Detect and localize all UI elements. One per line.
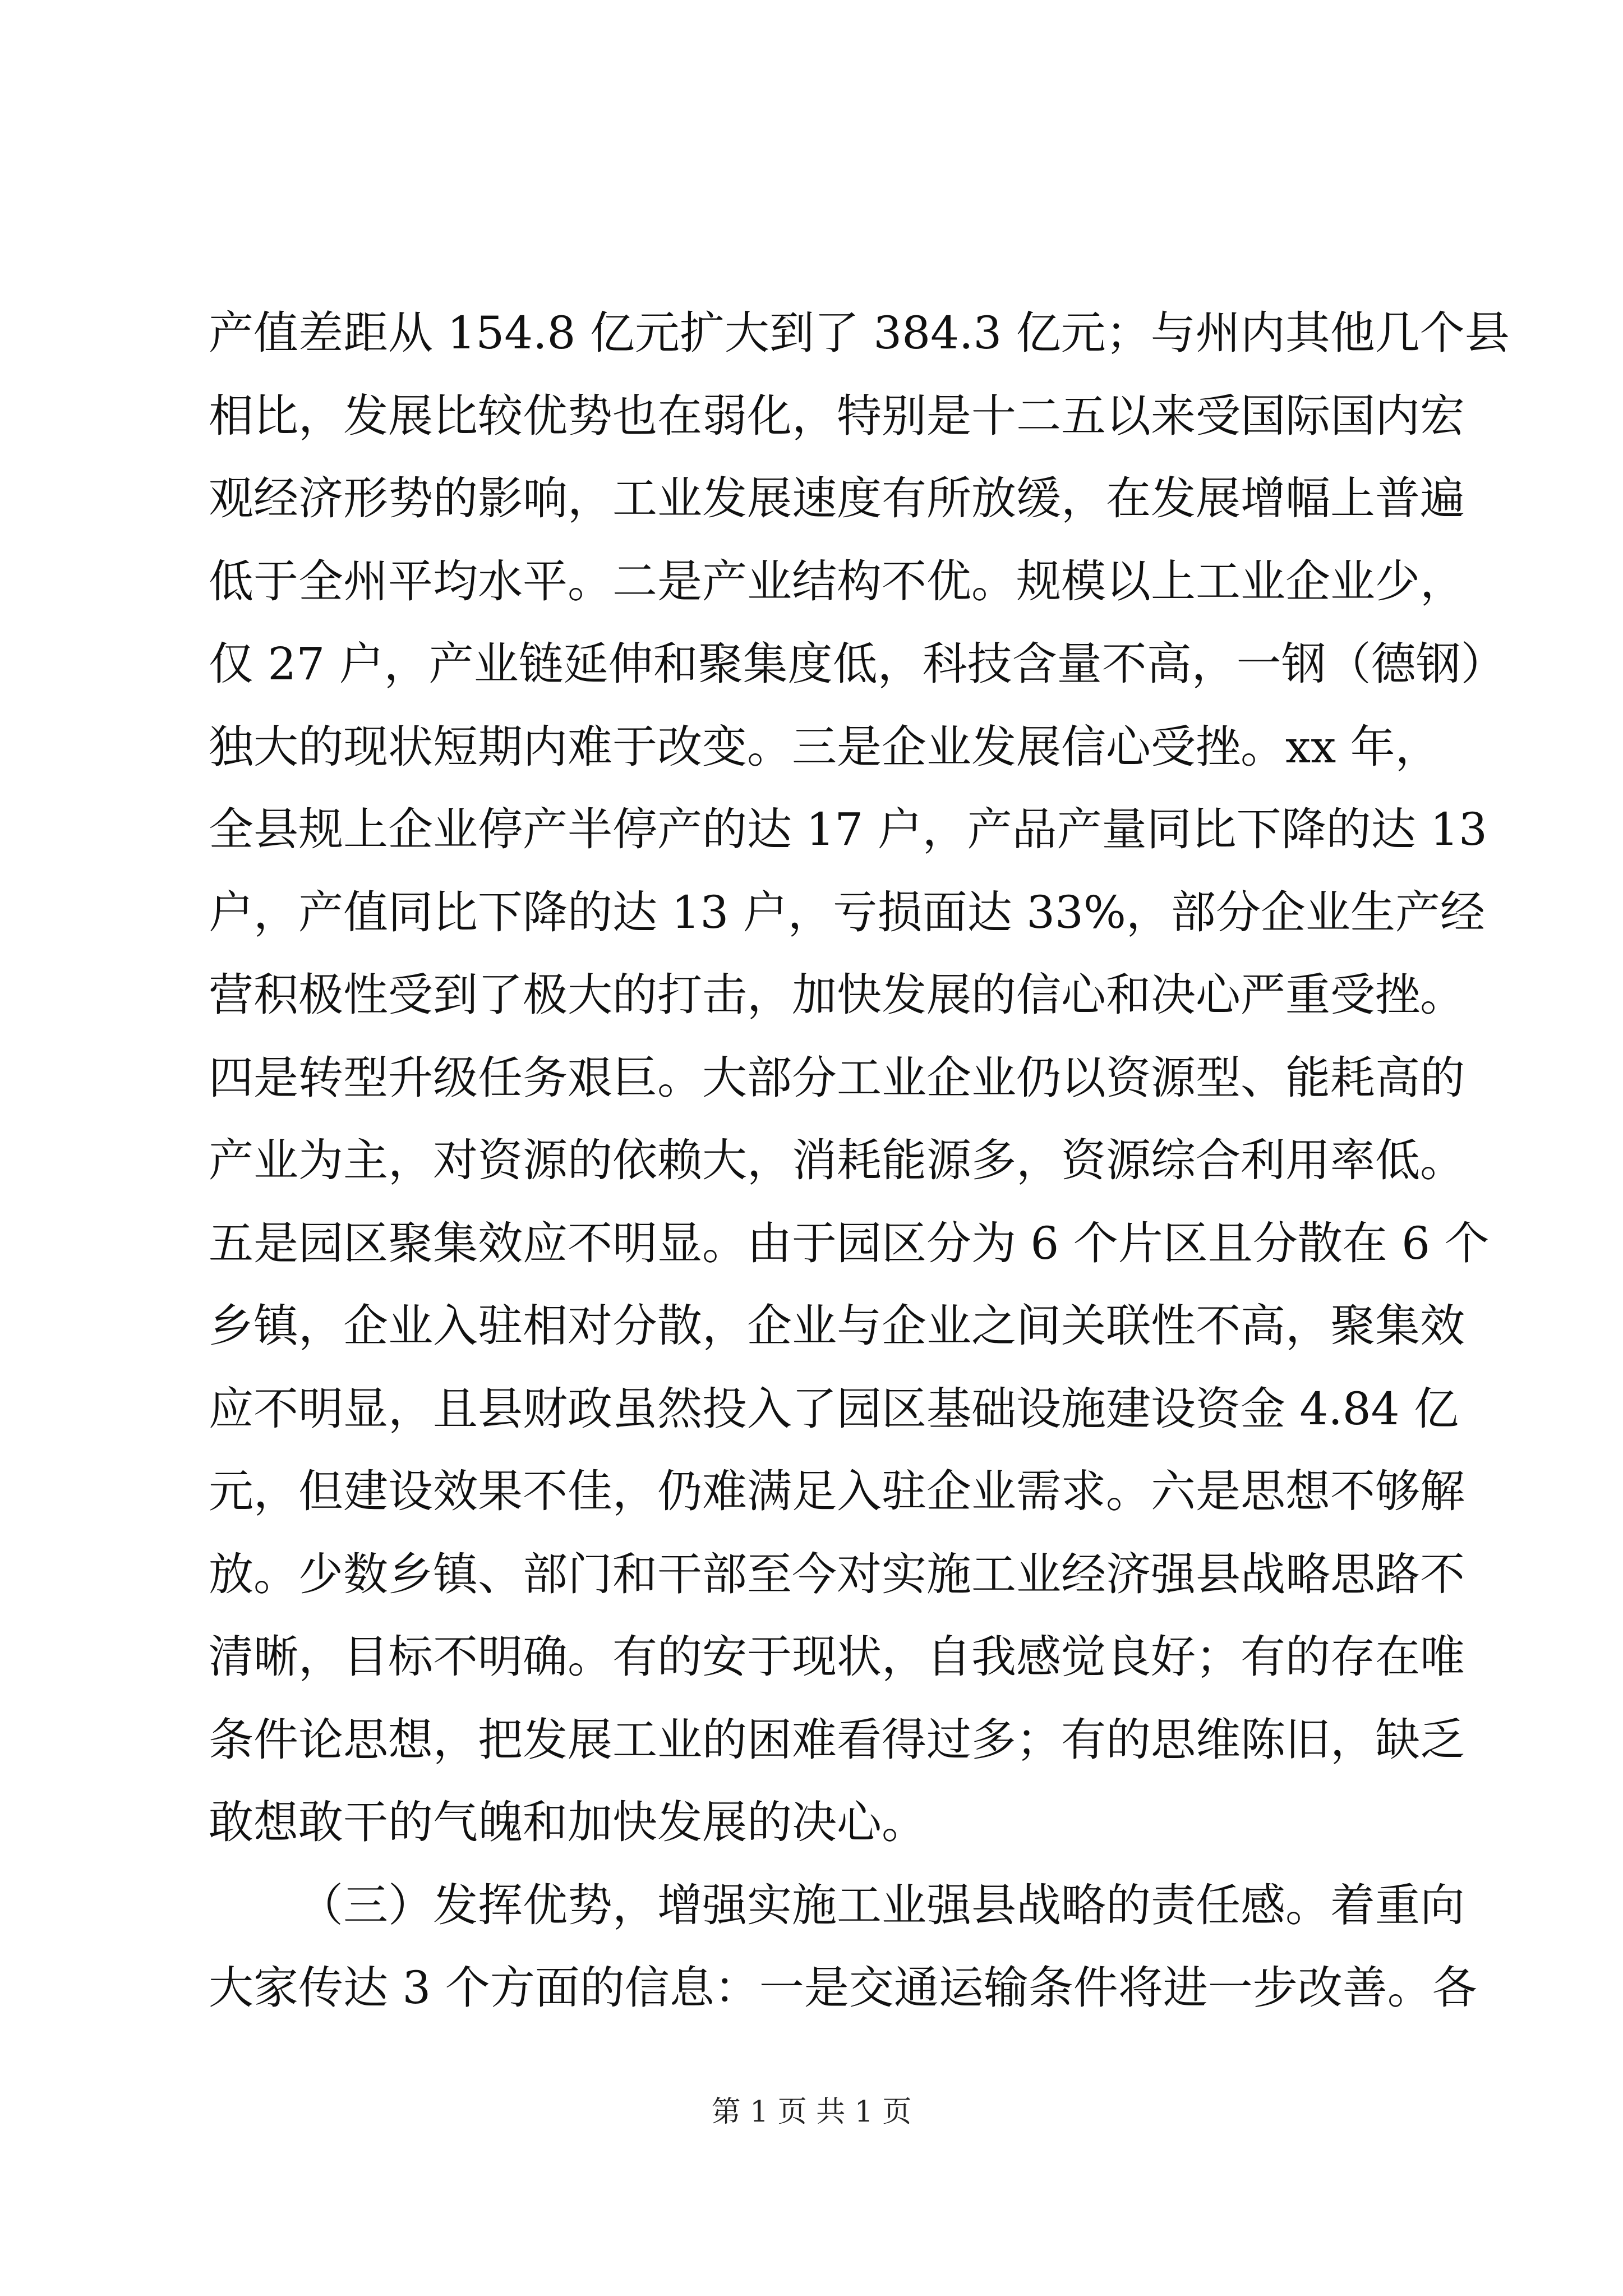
text-line: 观经济形势的影响，工业发展速度有所放缓，在发展增幅上普遍: [209, 472, 1465, 524]
text-line: 敢想敢干的气魄和加快发展的决心。: [209, 1796, 926, 1848]
text-line: 全县规上企业停产半停产的达 17 户，产品产量同比下降的达 13: [209, 803, 1487, 855]
text-line: 产值差距从 154.8 亿元扩大到了 384.3 亿元；与州内其他几个县: [209, 307, 1510, 359]
text-line: 四是转型升级任务艰巨。大部分工业企业仍以资源型、能耗高的: [209, 1051, 1465, 1104]
text-line: 独大的现状短期内难于改变。三是企业发展信心受挫。xx 年，: [209, 720, 1440, 773]
text-line: 相比，发展比较优势也在弱化，特别是十二五以来受国际国内宏: [209, 389, 1465, 442]
text-line: 条件论思想，把发展工业的困难看得过多；有的思维陈旧，缺乏: [209, 1713, 1465, 1766]
page-footer: [0, 2092, 1623, 2132]
text-line: 户，产值同比下降的达 13 户，亏损面达 33%，部分企业生产经: [209, 886, 1485, 938]
text-line: 乡镇，企业入驻相对分散，企业与企业之间关联性不高，聚集效: [209, 1300, 1465, 1352]
text-line: 大家传达 3 个方面的信息：一是交通运输条件将进一步改善。各: [209, 1962, 1477, 2014]
section-heading-line: （三）发挥优势，增强实施工业强县战略的责任感。着重向: [298, 1879, 1465, 1931]
text-line: 放。少数乡镇、部门和干部至今对实施工业经济强县战略思路不: [209, 1548, 1465, 1600]
text-line: 产业为主，对资源的依赖大，消耗能源多，资源综合利用率低。: [209, 1134, 1465, 1186]
text-line: 五是园区聚集效应不明显。由于园区分为 6 个片区且分散在 6 个: [209, 1217, 1490, 1269]
text-line: 应不明显，且县财政虽然投入了园区基础设施建设资金 4.84 亿: [209, 1382, 1459, 1435]
text-line: 元，但建设效果不佳，仍难满足入驻企业需求。六是思想不够解: [209, 1465, 1465, 1517]
text-line: 低于全州平均水平。二是产业结构不优。规模以上工业企业少，: [209, 555, 1465, 608]
text-line: 仅 27 户，产业链延伸和聚集度低，科技含量不高，一钢（德钢）: [209, 638, 1506, 690]
page-number-label: 第 1 页 共 1 页: [711, 2095, 912, 2129]
text-line: 清晰，目标不明确。有的安于现状，自我感觉良好；有的存在唯: [209, 1631, 1465, 1683]
text-line: 营积极性受到了极大的打击，加快发展的信心和决心严重受挫。: [209, 969, 1465, 1021]
body-text: [209, 292, 1510, 2030]
